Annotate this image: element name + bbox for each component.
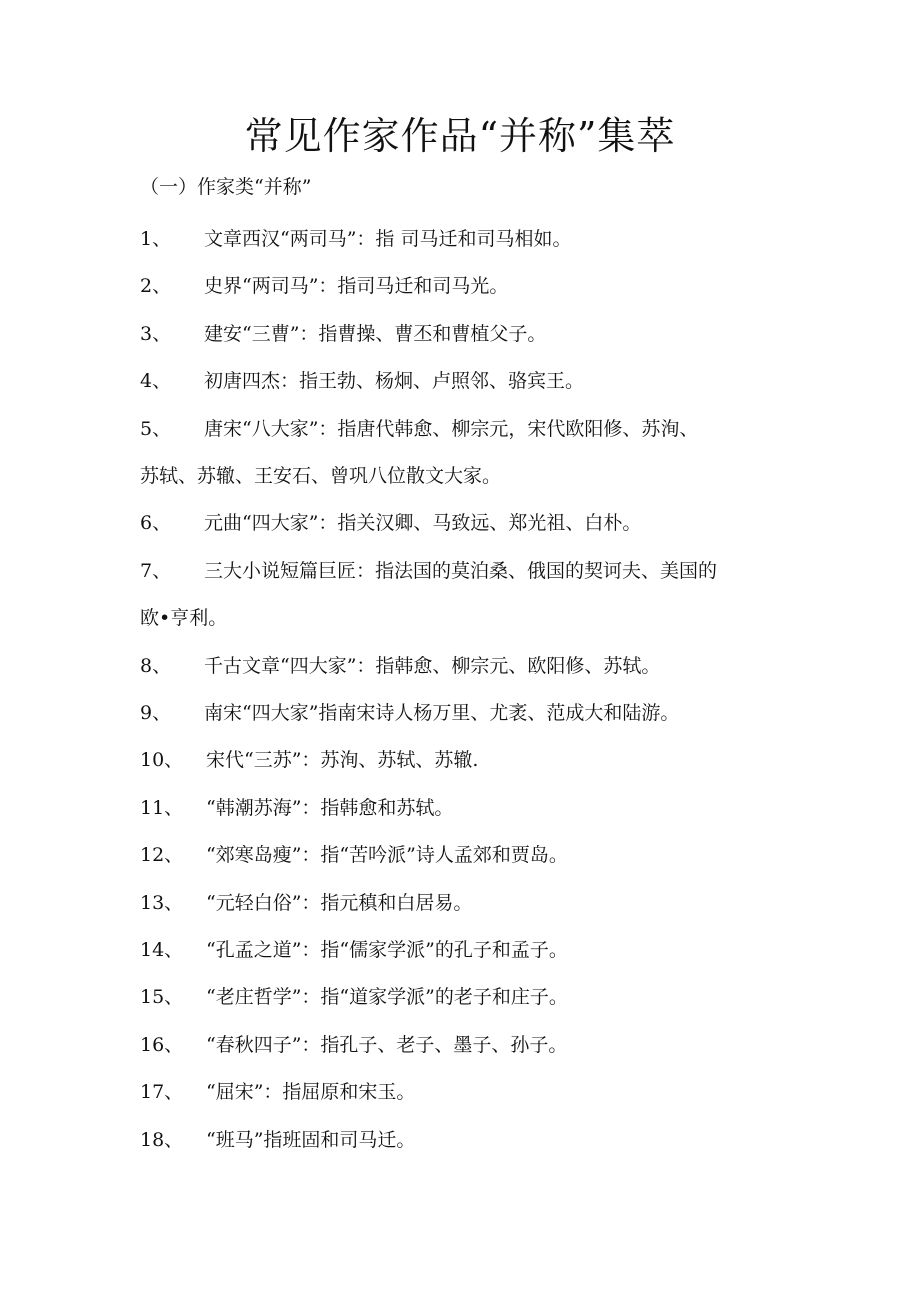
- item-number: 14、: [140, 939, 184, 962]
- list-item: [140, 737, 790, 784]
- item-number: 1、: [140, 228, 172, 250]
- item-text: 三大小说短篇巨匠：指法国的莫泊桑、俄国的契诃夫、美国的: [204, 559, 718, 582]
- item-number: 5、: [140, 417, 172, 440]
- item-text: 元曲“四大家”：指关汉卿、马致远、郑光祖、白朴。: [204, 512, 642, 535]
- item-text: “屈宋”：指屈原和宋玉。: [206, 1081, 416, 1104]
- item-number: 17、: [140, 1081, 184, 1104]
- list-item: [140, 216, 790, 263]
- item-text: “韩潮苏海”：指韩愈和苏轼。: [206, 796, 454, 819]
- item-number: 9、: [140, 702, 172, 725]
- document-title: 常见作家作品“并称”集萃: [244, 114, 676, 158]
- item-number: 3、: [140, 322, 172, 345]
- item-number: 6、: [140, 512, 172, 535]
- item-number: 7、: [140, 559, 172, 582]
- list-item: [140, 263, 790, 310]
- item-text: 初唐四杰：指王勃、杨炯、卢照邻、骆宾王。: [204, 370, 585, 393]
- item-text: 文章西汉“两司马”：指 司马迁和司马相如。: [204, 228, 572, 250]
- list-item: [140, 1117, 790, 1164]
- item-number: 12、: [140, 844, 184, 867]
- list-item: [140, 880, 790, 927]
- list-item: [140, 832, 790, 879]
- item-number: 15、: [140, 986, 184, 1009]
- item-text-continuation: 苏轼、苏辙、王安石、曾巩八位散文大家。: [140, 465, 502, 488]
- item-text: 唐宋“八大家”：指唐代韩愈、柳宗元，宋代欧阳修、苏洵、: [204, 417, 699, 440]
- list-item: [140, 406, 790, 501]
- list-item: [140, 927, 790, 974]
- list-item: [140, 358, 790, 405]
- item-text: “春秋四子”：指孔子、老子、墨子、孙子。: [206, 1033, 568, 1056]
- item-text: 千古文章“四大家”：指韩愈、柳宗元、欧阳修、苏轼。: [204, 654, 661, 677]
- list-item: [140, 1022, 790, 1069]
- item-text: “老庄哲学”：指“道家学派”的老子和庄子。: [206, 986, 568, 1009]
- list-item: [140, 500, 790, 547]
- item-number: 4、: [140, 370, 172, 393]
- item-text: “郊寒岛瘦”：指“苦吟派”诗人孟郊和贾岛。: [206, 844, 568, 867]
- item-text: “元轻白俗”：指元稹和白居易。: [206, 891, 473, 914]
- list-item: [140, 1069, 790, 1116]
- item-text: 建安“三曹”：指曹操、曹丕和曹植父子。: [204, 322, 547, 345]
- list-item: [140, 785, 790, 832]
- list-item: [140, 548, 790, 643]
- item-number: 18、: [140, 1128, 184, 1151]
- item-number: 16、: [140, 1033, 184, 1056]
- list-item: [140, 974, 790, 1021]
- list-item: [140, 643, 790, 690]
- item-number: 13、: [140, 891, 184, 914]
- item-number: 8、: [140, 654, 172, 677]
- item-text: 南宋“四大家”指南宋诗人杨万里、尤袤、范成大和陆游。: [204, 702, 680, 725]
- item-text: “孔孟之道”：指“儒家学派”的孔子和孟子。: [206, 939, 568, 962]
- item-text: 宋代“三苏”：苏洵、苏轼、苏辙.: [206, 749, 479, 772]
- item-number: 10、: [140, 749, 184, 772]
- list-item: [140, 690, 790, 737]
- item-text: “班马”指班固和司马迁。: [206, 1128, 416, 1151]
- pairing-list: [140, 216, 790, 1164]
- item-number: 2、: [140, 275, 172, 298]
- item-number: 11、: [140, 796, 184, 819]
- item-text: 史界“两司马”：指司马迁和司马光。: [204, 275, 509, 298]
- list-item: [140, 311, 790, 358]
- section-heading: （一）作家类“并称”: [140, 176, 312, 198]
- item-text-continuation: 欧•亨利。: [140, 607, 228, 630]
